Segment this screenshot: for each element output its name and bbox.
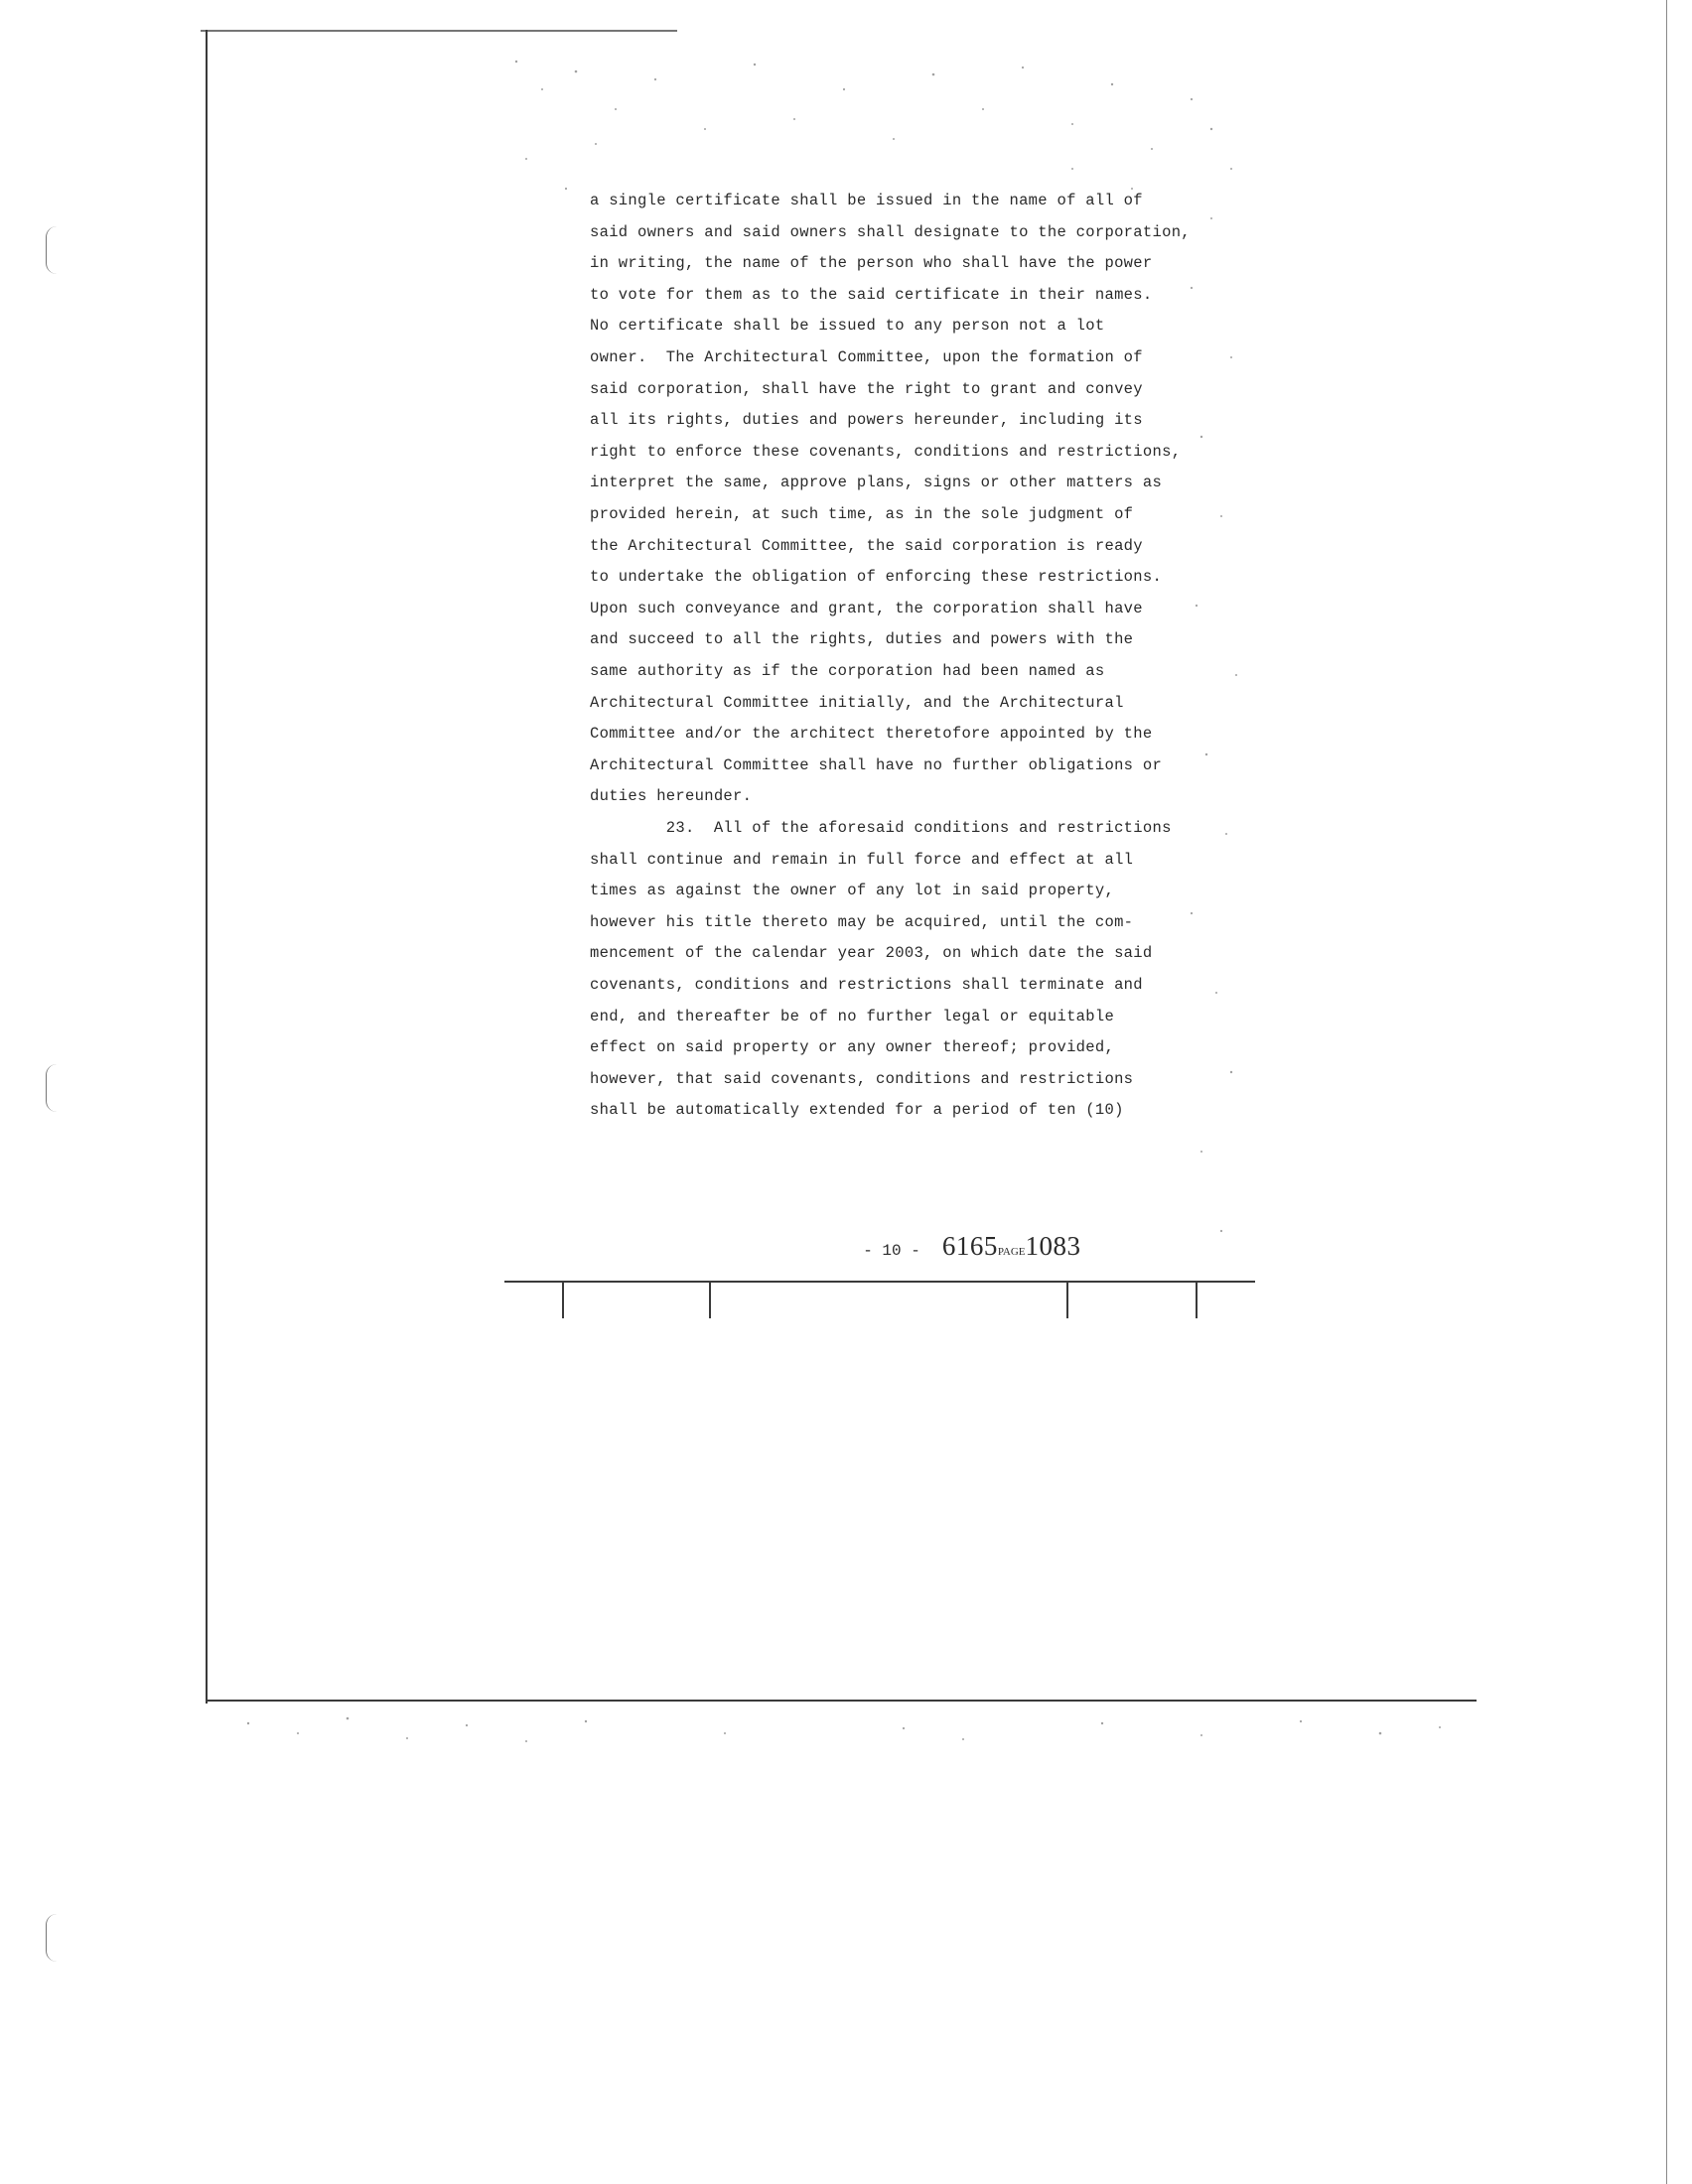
text-line: provided herein, at such time, as in the sole judgment of	[590, 505, 1134, 523]
page-bottom-rule	[504, 1281, 1255, 1283]
text-line: times as against the owner of any lot in said property,	[590, 882, 1115, 900]
binding-mark	[46, 1064, 57, 1112]
text-line: to vote for them as to the said certificate in their names.	[590, 285, 1153, 304]
scan-noise-right	[1172, 199, 1251, 1271]
text-line: shall continue and remain in full force and effect at all	[590, 850, 1134, 869]
page-tick-2	[709, 1281, 711, 1318]
text-line: to undertake the obligation of enforcing these restrictions.	[590, 568, 1163, 587]
text-line: a single certificate shall be issued in the name of all of	[590, 192, 1143, 209]
scan-left-rule	[206, 30, 208, 1704]
page-footer	[844, 1213, 1081, 1262]
binding-mark	[46, 226, 57, 274]
text-line: said owners and said owners shall designate to the corporation,	[590, 222, 1191, 241]
scan-noise-top	[496, 50, 1251, 208]
text-line: end, and thereafter be of no further legal or equitable	[590, 1007, 1115, 1025]
text-line: the Architectural Committee, the said corporation is ready	[590, 536, 1143, 555]
text-line: effect on said property or any owner thereof; provided,	[590, 1038, 1115, 1057]
text-line: 23. All of the aforesaid conditions and restrictions	[590, 819, 1172, 837]
text-line: in writing, the name of the person who shall have the power	[590, 254, 1153, 273]
scan-top-rule	[201, 30, 677, 32]
text-line: duties hereunder.	[590, 787, 753, 806]
text-line: Architectural Committee shall have no further obligations or	[590, 755, 1163, 774]
page-tick-3	[1066, 1281, 1068, 1318]
text-line: mencement of the calendar year 2003, on which date the said	[590, 944, 1153, 963]
text-line: interpret the same, approve plans, signs or other matters as	[590, 474, 1163, 492]
text-line: and succeed to all the rights, duties and powers with the	[590, 630, 1134, 649]
text-line: owner. The Architectural Committee, upon the formation of	[590, 348, 1143, 366]
binding-mark	[46, 1914, 57, 1962]
page-tick-1	[562, 1281, 564, 1318]
text-line: however his title thereto may be acquired, until the com-	[590, 912, 1134, 931]
scan-noise-bottom	[209, 1704, 1470, 1753]
text-line: however, that said covenants, conditions and restrictions	[590, 1069, 1134, 1088]
scan-bottom-rule	[206, 1700, 1477, 1702]
page-label: PAGE	[997, 1246, 1026, 1258]
text-line: shall be automatically extended for a period of ten (10)	[590, 1101, 1124, 1120]
text-line: same authority as if the corporation had been named as	[590, 662, 1105, 680]
text-line: Upon such conveyance and grant, the corporation shall have	[590, 599, 1143, 617]
text-line: said corporation, shall have the right to grant and convey	[590, 379, 1143, 398]
text-line: Committee and/or the architect theretofore appointed by the	[590, 725, 1153, 744]
scan-right-rule	[1666, 0, 1667, 2184]
page-reference: 1083	[1025, 1231, 1081, 1261]
text-line: right to enforce these covenants, conditions and restrictions,	[590, 442, 1182, 461]
text-line: covenants, conditions and restrictions shall terminate and	[590, 976, 1143, 994]
page-number: - 10 -	[863, 1242, 920, 1260]
book-number: 6165	[941, 1231, 998, 1261]
page-tick-4	[1196, 1281, 1198, 1318]
text-line: Architectural Committee initially, and the Architectural	[590, 693, 1124, 712]
text-line: all its rights, duties and powers hereunder, including its	[590, 411, 1143, 430]
text-line: No certificate shall be issued to any person not a lot	[590, 317, 1105, 336]
